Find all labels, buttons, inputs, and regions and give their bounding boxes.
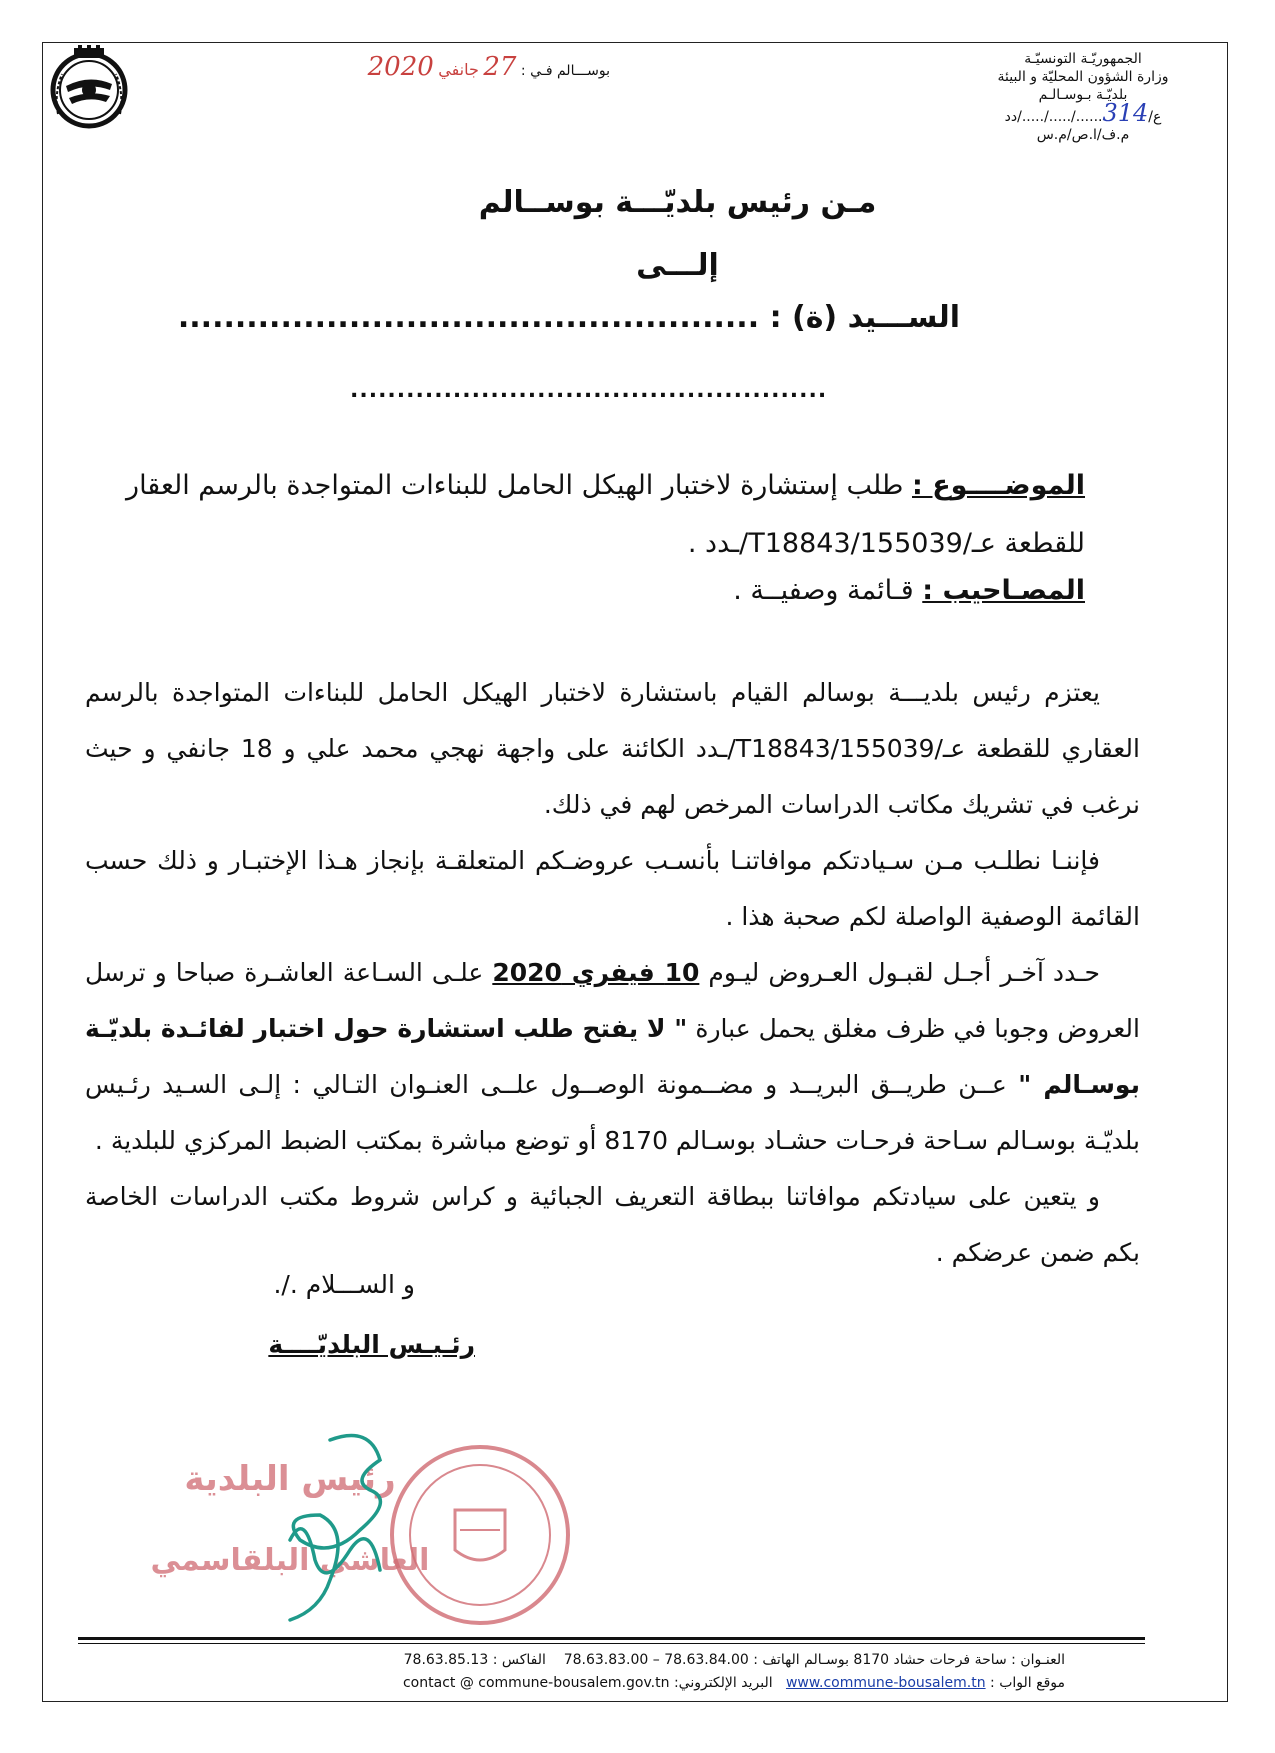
footer-fax: 78.63.85.13 [403,1652,489,1668]
deadline-date: 10 فيفري 2020 [492,958,700,987]
recipient-heading: إلـــى [636,248,719,283]
paragraph-3: حـدد آخـر أجـل لقبـول العـروض ليـوم 10 فيفري 2020 علـى السـاعة العاشـرة صباحا و ترسل العروض وجوبا في ظرف مغلق يحمل عبارة " لا يفتح طلب استشارة حول اختبار لفائـدة بلديّـة بوسـالم " عــن طريــق البريــد و مضــمونة الوصــول علــى العنـوان التـالي : إلـى السـيد رئـيس بلديّـة بوسـالم سـاحة فرحـات حشـاد بوسـالم 8170 أو توضع مباشرة بمكتب الضبط المركزي للبلدية . [85,958,1140,1155]
footer-rule-thin [78,1643,1145,1644]
republic-line: الجمهوريّـة التونسيّـة [1024,51,1142,67]
letterhead [953,50,1213,144]
municipal-emblem-icon [44,44,134,130]
handwritten-date-day: 27 [483,52,517,82]
subject-line [85,457,1085,573]
recipient-dots: ................................................... [177,300,760,335]
footer-phone-label: الهاتف : [753,1652,800,1668]
letter-body [85,665,1140,1281]
place-label: بوســـالم فـي : [520,63,610,79]
department-code: م.ف/ا.ص/م.س [1036,127,1130,143]
attachments-label: المصـاحيب : [922,575,1085,606]
recipient-line [178,300,960,335]
footer-web-label: موقع الواب : [990,1675,1065,1691]
stamp-text-title: رئيس البلدية [184,1459,396,1499]
municipality-line: بلديّـة بـوسـالـم [1038,87,1128,103]
footer-website-link[interactable]: www.commune-bousalem.tn [785,1675,986,1691]
attachments-text: قـائمة وصفيــة . [733,575,914,606]
paragraph-4: و يتعين على سيادتكم موافاتنا ببطاقة التعريف الجبائية و كراس شروط مكتب الدراسات الخاصة بكم ضمن عرضكم . [85,1182,1140,1267]
envelope-phrase: " لا يفتح طلب استشارة حول اختبار لفائـدة بلديّـة بوسـالم " [85,1014,1140,1099]
footer-address: العنـوان : ساحة فرحات حشاد 8170 بوسـالم [804,1652,1065,1668]
recipient-label: الســـيد (ة) : [769,300,960,335]
subject-text: طلب إستشارة لاختبار الهيكل الحامل للبناءات المتواجدة بالرسم العقار للقطعة عـ/T18843/155039/ـدد . [126,470,1085,559]
footer-fax-label: الفاكس : [492,1652,546,1668]
signatory-title: رئـيـس البلديّــــة [268,1330,475,1359]
footer-rule-thick [78,1637,1145,1640]
footer-email-label: البريد الإلكتروني: [673,1675,773,1691]
stamp-text-name: العاشي البلقاسمي [150,1543,430,1578]
reference-number: ع/314....../...../...../دد [1004,99,1162,127]
place-date-line [270,52,610,82]
official-seal-icon [150,1420,600,1640]
footer-phone: 78.63.83.00 – 78.63.84.00 [563,1652,749,1668]
sender-line: مـن رئيس بلديّـــة بوســالم [478,185,877,220]
footer-contact-line [404,1652,1065,1668]
paragraph-1: يعتزم رئيس بلديـــة بوسالم القيام باستشارة لاختبار الهيكل الحامل للبناءات المتواجدة بالرسم العقاري للقطعة عـ/T18843/155039/ـدد الكائنة على واجهة نهجي محمد علي و 18 جانفي و حيث نرغب في تشريك مكاتب الدراسات المرخص لهم في ذلك. [85,678,1140,819]
footer-web-line [403,1675,1065,1691]
attachments-line [733,575,1085,606]
recipient-dots-2: ................................................... [350,378,828,403]
closing-greeting: و الســـلام ./. [273,1270,415,1299]
handwritten-ref: 314 [1102,99,1149,127]
handwritten-date-year: 2020 [367,52,434,82]
handwritten-date-month: جانفي [438,60,479,79]
ministry-line: وزارة الشؤون المحليّة و البيئة [997,69,1169,85]
footer-email[interactable]: contact @ commune-bousalem.gov.tn [402,1675,670,1691]
subject-label: الموضــــوع : [912,470,1085,501]
paragraph-2: فإننـا نطلـب مـن سـيادتكم موافاتنـا بأنسـب عروضـكم المتعلقـة بإنجاز هـذا الإختبـار و ذلك حسب القائمة الوصفية الواصلة لكم صحبة هذا . [85,846,1140,931]
